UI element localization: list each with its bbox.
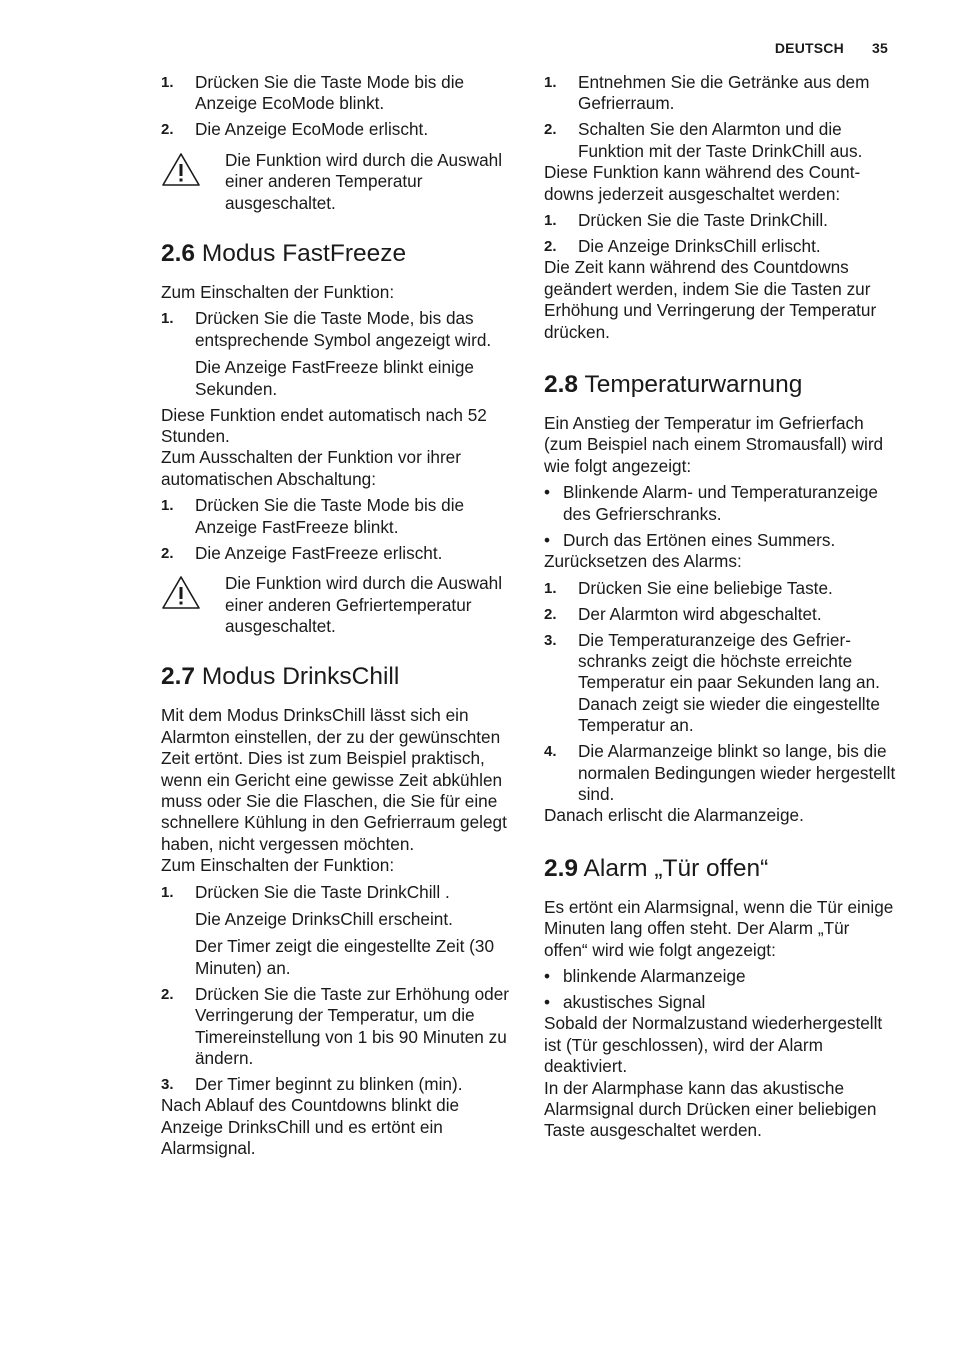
- warning-triangle-icon: [161, 575, 201, 611]
- section-number: 2.6: [161, 240, 196, 268]
- paragraph: Diese Funktion kann während des Countdowns jederzeit ausgeschaltet werden:: [544, 162, 861, 204]
- section-heading-2-9: [544, 855, 896, 883]
- step-text: Entnehmen Sie die Getränke aus dem Gefrierraum.: [578, 72, 870, 114]
- bullet-item: [544, 530, 896, 551]
- page-number: 35: [872, 40, 888, 56]
- section-heading-2-7: [161, 663, 513, 691]
- step-text: Die Anzeige FastFreeze erlischt.: [195, 542, 443, 563]
- step-number: 2.: [161, 544, 174, 562]
- list-item: [544, 604, 896, 625]
- step-number: 1.: [161, 497, 174, 515]
- step-number: 3.: [544, 631, 557, 649]
- step-number: 1.: [161, 310, 174, 328]
- step-number: 3.: [161, 1076, 174, 1093]
- paragraph: Nach Ablauf des Countdowns blinkt die Anzeige DrinksChill und es ertönt ein Alarmsignal.: [161, 1095, 460, 1159]
- bullet-text: akustisches Signal: [563, 991, 706, 1012]
- paragraph: Ein Anstieg der Temperatur im Gefrierfach (zum Beispiel nach einem Stromausfall) wird wie folgt angezeigt:: [544, 413, 884, 476]
- step-number: 2.: [544, 238, 557, 256]
- bullet-text: Blinkende Alarm- und Temperaturanzeige des Gefrierschranks.: [563, 482, 878, 524]
- list-item: [161, 984, 513, 1070]
- paragraph: In der Alarmphase kann das akustische Alarmsignal durch Drücken einer beliebigen Taste ausgeschaltet werden.: [544, 1077, 877, 1141]
- list-item: [544, 741, 896, 805]
- list-item: [161, 882, 513, 903]
- step-continuation: Der Timer zeigt die eingestellte Zeit (30 Minuten) an.: [195, 936, 495, 978]
- paragraph: Es ertönt ein Alarmsignal, wenn die Tür einige Minuten lang offen steht. Der Alarm „Tür offen“ wird wie folgt angezeigt:: [544, 896, 894, 960]
- page-header: [775, 38, 888, 59]
- section-heading-2-6: [161, 240, 513, 268]
- step-number: 1.: [544, 579, 557, 597]
- paragraph: Die Zeit kann während des Countdowns geändert werden, indem Sie die Tasten zur Erhöhung und Verringerung der Temperatur drücken.: [544, 257, 877, 342]
- warning-triangle-icon: [161, 152, 201, 188]
- paragraph: Zurücksetzen des Alarms:: [544, 551, 742, 572]
- list-item: [161, 119, 513, 140]
- list-item: [161, 308, 513, 351]
- list-item: [544, 119, 896, 162]
- left-column: [161, 72, 513, 1160]
- bullet-icon: •: [544, 965, 551, 986]
- list-item: [161, 1074, 513, 1095]
- step-number: 2.: [161, 121, 174, 139]
- list-item: [544, 236, 896, 257]
- step-continuation: Die Anzeige FastFreeze blinkt einige Sekunden.: [195, 357, 474, 399]
- paragraph: Sobald der Normalzustand wiederhergestellt ist (Tür geschlossen), wird der Alarm deaktiviert.: [544, 1013, 883, 1077]
- step-text: Drücken Sie eine beliebige Taste.: [578, 577, 833, 598]
- list-item: [544, 72, 896, 115]
- section-title: Modus FastFreeze: [201, 240, 407, 268]
- step-text: Drücken Sie die Taste Mode bis die Anzeige EcoMode blinkt.: [195, 72, 465, 114]
- list-item: [161, 72, 513, 115]
- section-number: 2.9: [544, 854, 579, 882]
- step-number: 2.: [544, 605, 557, 623]
- paragraph: Zum Einschalten der Funktion:: [161, 282, 395, 303]
- list-item: [544, 210, 896, 231]
- section-title: Modus DrinksChill: [201, 663, 400, 691]
- bullet-icon: •: [544, 529, 551, 550]
- paragraph: Danach erlischt die Alarmanzeige.: [544, 805, 804, 826]
- section-heading-2-8: [544, 371, 896, 399]
- section-title: Temperaturwarnung: [584, 371, 803, 399]
- step-text: Die Alarmanzeige blinkt so lange, bis die normalen Bedingungen wieder hergestellt sind.: [578, 741, 896, 804]
- bullet-item: [544, 966, 896, 987]
- list-item: [161, 543, 513, 564]
- bullet-text: Durch das Ertönen eines Summers.: [563, 529, 836, 550]
- step-text: Der Timer beginnt zu blinken (min).: [195, 1074, 463, 1094]
- step-number: 1.: [161, 883, 174, 901]
- step-continuation: Die Anzeige DrinksChill erscheint.: [195, 908, 453, 929]
- paragraph: Zum Ausschalten der Funktion vor ihrer automatischen Abschaltung:: [161, 447, 461, 489]
- paragraph: Mit dem Modus DrinksChill lässt sich ein Alarmton einstellen, der zu der gewünschten Zeit ertönt. Dies ist zum Beispiel praktisch, wenn ein Gericht eine gewisse Zeit abkühlen muss oder Sie die Flaschen, die Sie für eine schnellere Kühlung in den Gefrierraum gelegt haben, nicht vergessen möchten.: [161, 705, 507, 854]
- step-number: 4.: [544, 743, 557, 761]
- list-item: [161, 495, 513, 538]
- step-text: Die Anzeige DrinksChill erlischt.: [578, 236, 821, 257]
- header-language: DEUTSCH: [774, 40, 844, 56]
- bullet-item: [544, 482, 896, 525]
- bullet-icon: •: [544, 991, 551, 1012]
- step-number: 2.: [161, 985, 174, 1003]
- section-number: 2.7: [161, 663, 196, 691]
- paragraph: Diese Funktion endet automatisch nach 52 Stunden.: [161, 404, 487, 447]
- section-title: Alarm „Tür offen“: [583, 854, 769, 882]
- warning-note: [161, 150, 513, 214]
- warning-text: Die Funktion wird durch die Auswahl einer anderen Gefriertemperatur ausgeschaltet.: [225, 573, 503, 636]
- bullet-item: [544, 992, 896, 1013]
- step-text: Der Alarmton wird abgeschaltet.: [578, 603, 822, 624]
- step-text: Die Anzeige EcoMode erlischt.: [195, 119, 429, 140]
- list-item: [544, 578, 896, 599]
- paragraph: Zum Einschalten der Funktion:: [161, 855, 395, 876]
- step-text: Drücken Sie die Taste DrinkChill.: [578, 210, 828, 231]
- step-text: Drücken Sie die Taste Mode, bis das entsprechende Symbol angezeigt wird.: [195, 308, 492, 350]
- warning-text: Die Funktion wird durch die Auswahl einer anderen Temperatur ausgeschaltet.: [225, 149, 503, 213]
- step-number: 2.: [544, 121, 557, 139]
- bullet-icon: •: [544, 482, 551, 503]
- step-number: 1.: [544, 74, 557, 91]
- bullet-text: blinkende Alarmanzeige: [563, 965, 746, 986]
- step-text: Schalten Sie den Alarmton und die Funktion mit der Taste DrinkChill aus.: [578, 119, 863, 161]
- step-text: Die Temperaturanzeige des Gefrierschranks zeigt die höchste erreichte Temperatur ein paar Sekunden lang an. Danach zeigt sie wieder die eingestellte Temperatur an.: [578, 629, 880, 736]
- section-number: 2.8: [544, 371, 579, 399]
- warning-note: [161, 573, 513, 637]
- step-number: 1.: [161, 74, 174, 91]
- step-text: Drücken Sie die Taste Mode bis die Anzeige FastFreeze blinkt.: [195, 495, 465, 537]
- step-text: Drücken Sie die Taste zur Erhöhung oder Verringerung der Temperatur, um die Timereinstellung von 1 bis 90 Minuten zu ändern.: [195, 983, 510, 1068]
- right-column: [544, 72, 896, 1142]
- step-number: 1.: [544, 212, 557, 230]
- step-text: Drücken Sie die Taste DrinkChill .: [195, 881, 450, 902]
- list-item: [544, 630, 896, 737]
